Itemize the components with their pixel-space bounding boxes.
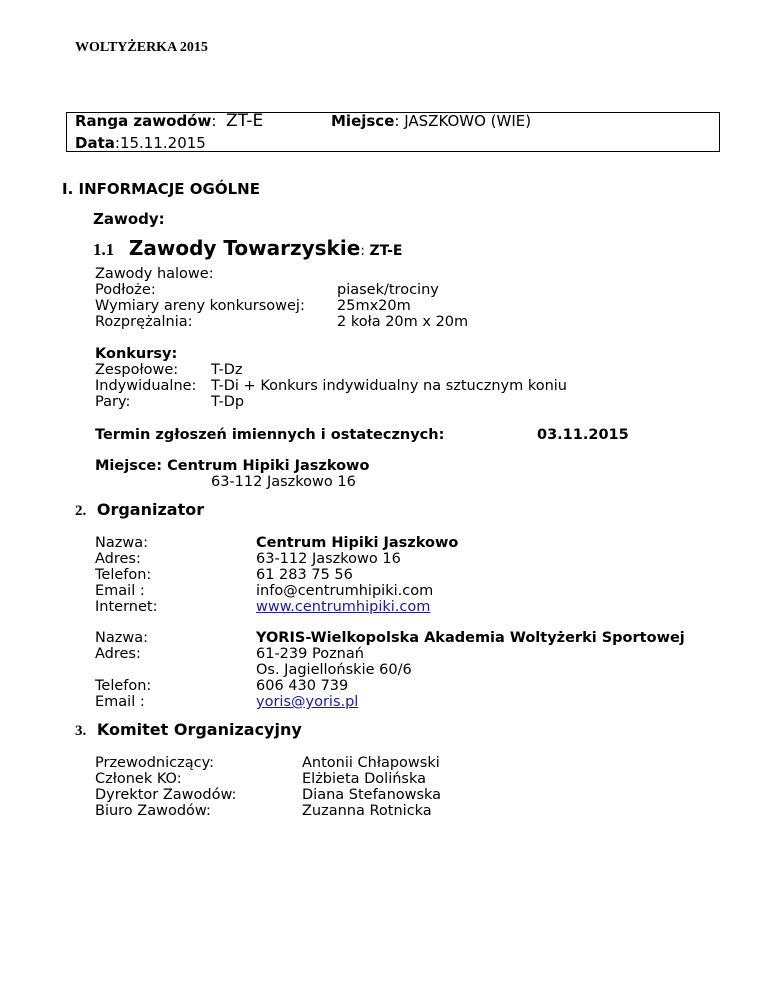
org1-label-address: Adres: [95,551,141,567]
venue-label-0: Zawody halowe: [95,266,214,282]
org1-name: Centrum Hipiki Jaszkowo [256,535,459,551]
venue-value-1: piasek/trociny [337,282,439,298]
venue-label-1: Podłoże: [95,282,156,298]
miejsce-line: Miejsce: Centrum Hipiki Jaszkowo [95,458,370,474]
termin-label: Termin zgłoszeń imiennych i ostatecznych: [95,427,445,443]
konkurs-label-2: Pary: [95,394,131,410]
committee-label-1: Członek KO: [95,771,182,787]
org2-label-name: Nazwa: [95,630,148,646]
venue-label-3: Rozprężalnia: [95,314,193,330]
miejsce-address: 63-112 Jaszkowo 16 [211,474,356,490]
miejsce-box-line: Miejsce: JASZKOWO (WIE) [331,112,532,130]
ranga-line: Ranga zawodów: ZT-E [75,111,264,131]
org2-label-phone: Telefon: [95,678,152,694]
committee-value-3: Zuzanna Rotnicka [302,803,432,819]
org1-label-phone: Telefon: [95,567,152,583]
committee-value-2: Diana Stefanowska [302,787,442,803]
venue-label-2: Wymiary areny konkursowej: [95,298,305,314]
org2-name: YORIS-Wielkopolska Akademia Woltyżerki Sportowej [256,630,685,646]
subsection-1-1-heading: 1.1 Zawody Towarzyskie: ZT-E [93,236,403,260]
committee-label-2: Dyrektor Zawodów: [95,787,237,803]
ranga-value: ZT-E [225,111,264,131]
konkursy-label: Konkursy: [95,346,178,362]
konkurs-value-0: T-Dz [211,362,243,378]
org2-address-2: Os. Jagiellońskie 60/6 [256,662,412,678]
konkurs-value-1: T-Di + Konkurs indywidualny na sztucznym koniu [211,378,567,394]
zawody-label: Zawody: [93,210,165,228]
miejsce-value: JASZKOWO (WIE) [404,112,532,130]
org1-label-email: Email : [95,583,145,599]
org1-address: 63-112 Jaszkowo 16 [256,551,401,567]
org1-phone: 61 283 75 56 [256,567,353,583]
section-1-heading: I. INFORMACJE OGÓLNE [62,180,260,198]
committee-label-0: Przewodniczący: [95,755,214,771]
data-line: Data:15.11.2015 [75,134,206,152]
konkurs-value-2: T-Dp [211,394,245,410]
data-value: 15.11.2015 [119,134,206,152]
org1-email: info@centrumhipiki.com [256,583,434,599]
org1-label-name: Nazwa: [95,535,148,551]
org2-email-link[interactable]: yoris@yoris.pl [256,694,359,710]
org2-phone: 606 430 739 [256,678,349,694]
committee-value-0: Antonii Chłapowski [302,755,440,771]
committee-value-1: Elżbieta Dolińska [302,771,427,787]
konkurs-label-0: Zespołowe: [95,362,179,378]
section-3-heading: 3. Komitet Organizacyjny [75,720,302,739]
org1-label-internet: Internet: [95,599,158,615]
termin-value: 03.11.2015 [537,427,629,443]
org2-label-email: Email : [95,694,145,710]
org2-label-address: Adres: [95,646,141,662]
venue-value-3: 2 koła 20m x 20m [337,314,469,330]
page-header-title: WOLTYŻERKA 2015 [75,40,208,55]
section-2-heading: 2. Organizator [75,500,205,519]
konkurs-label-1: Indywidualne: [95,378,197,394]
org1-website-link[interactable]: www.centrumhipiki.com [256,599,431,615]
venue-value-2: 25mx20m [337,298,411,314]
committee-label-3: Biuro Zawodów: [95,803,211,819]
org2-address-1: 61-239 Poznań [256,646,364,662]
